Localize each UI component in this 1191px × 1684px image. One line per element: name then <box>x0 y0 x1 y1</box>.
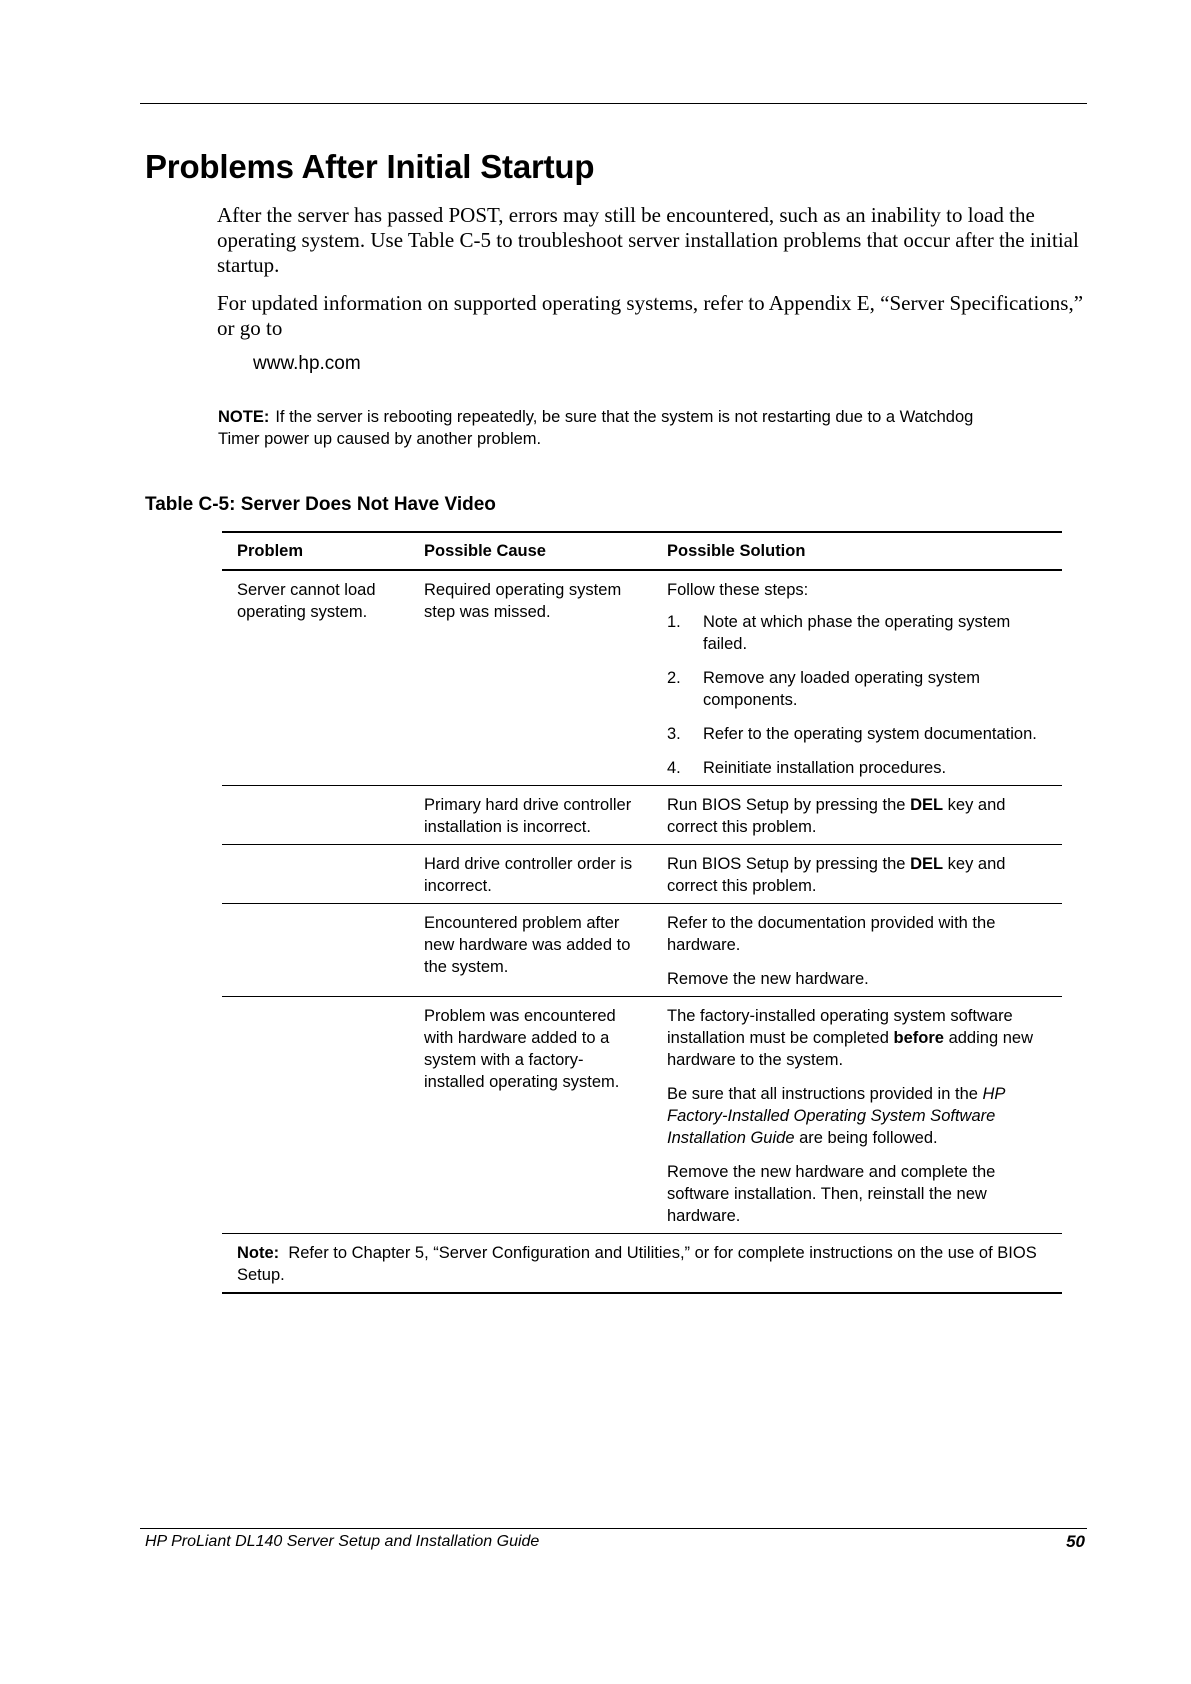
solution-text: adding new hardware to the system. <box>667 1029 1033 1069</box>
intro-paragraph-2: For updated information on supported operating systems, refer to Appendix E, “Server Specifications,” or go to <box>217 291 1084 340</box>
page-number: 50 <box>1066 1532 1085 1551</box>
intro-paragraph-1: After the server has passed POST, errors may still be encountered, such as an inability to load the operating system. Use Table C-5 to troubleshoot server installation problems that occur after the initial startup. <box>217 203 1079 277</box>
emphasis-before: before <box>893 1029 944 1047</box>
problem-cell <box>222 845 409 904</box>
cause-cell: Hard drive controller order is incorrect. <box>409 845 652 904</box>
step-text: Remove any loaded operating system components. <box>703 669 980 709</box>
problem-cell: Server cannot load operating system. <box>222 570 409 786</box>
troubleshooting-table <box>222 531 1062 1294</box>
step-text: Reinitiate installation procedures. <box>703 759 947 777</box>
problem-cell <box>222 904 409 997</box>
cause-cell: Required operating system step was missed. <box>409 570 652 786</box>
step-number: 1. <box>667 613 681 631</box>
solution-cell <box>652 904 1062 997</box>
table-caption: Table C-5: Server Does Not Have Video <box>145 494 496 515</box>
hp-url-link[interactable]: www.hp.com <box>253 353 361 374</box>
step-number: 2. <box>667 669 681 687</box>
del-key: DEL <box>910 855 944 873</box>
page-title: Problems After Initial Startup <box>145 148 595 185</box>
solution-cell <box>652 845 1062 904</box>
solution-text: Run BIOS Setup by pressing the <box>667 796 906 814</box>
note-label: NOTE: <box>218 408 270 426</box>
table-footnote <box>222 1234 1062 1294</box>
del-key: DEL <box>910 796 944 814</box>
solution-cell <box>652 997 1062 1234</box>
solution-text: Run BIOS Setup by pressing the <box>667 855 906 873</box>
solution-cell <box>652 786 1062 845</box>
solution-text: The factory-installed operating system software installation must be completed <box>667 1007 1013 1047</box>
table-row <box>222 904 1062 997</box>
footnote-text: Refer to Chapter 5, “Server Configuration and Utilities,” or for complete instructions on the use of BIOS Setup. <box>237 1244 1037 1284</box>
solution-text: key and correct this problem. <box>667 855 1006 895</box>
problem-cell <box>222 997 409 1234</box>
table-row <box>222 997 1062 1234</box>
table-header-row <box>222 532 1062 570</box>
cause-cell: Primary hard drive controller installation is incorrect. <box>409 786 652 845</box>
note-text: If the server is rebooting repeatedly, be sure that the system is not restarting due to a Watchdog Timer power up caused by another problem. <box>218 408 974 448</box>
step-number: 3. <box>667 725 681 743</box>
solution-steps <box>667 611 1047 779</box>
step-item <box>667 757 1047 779</box>
solution-paragraph <box>667 1005 1047 1071</box>
table-row <box>222 786 1062 845</box>
cause-cell: Encountered problem after new hardware was added to the system. <box>409 904 652 997</box>
solution-paragraph: Refer to the documentation provided with the hardware. <box>667 914 996 954</box>
solution-text: key and correct this problem. <box>667 796 1006 836</box>
solution-paragraph: Remove the new hardware and complete the software installation. Then, reinstall the new hardware. <box>667 1163 996 1225</box>
table-row <box>222 570 1062 786</box>
header-possible-cause: Possible Cause <box>409 532 652 570</box>
footer-rule <box>140 1528 1087 1529</box>
header-possible-solution: Possible Solution <box>652 532 1062 570</box>
problem-cell <box>222 786 409 845</box>
step-text: Refer to the operating system documentation. <box>703 725 1037 743</box>
step-number: 4. <box>667 759 681 777</box>
note <box>218 406 1018 450</box>
header-rule <box>140 103 1087 104</box>
table-footnote-row <box>222 1234 1062 1294</box>
step-item <box>667 611 1047 655</box>
solution-text: are being followed. <box>799 1129 938 1147</box>
solution-paragraph <box>667 1083 1047 1149</box>
header-problem: Problem <box>222 532 409 570</box>
footer-guide-title: HP ProLiant DL140 Server Setup and Installation Guide <box>145 1533 540 1550</box>
solution-paragraph: Remove the new hardware. <box>667 970 869 988</box>
footnote-label: Note: <box>237 1244 280 1262</box>
guide-title-reference: HP Factory-Installed Operating System Software Installation Guide <box>667 1085 1005 1147</box>
step-item <box>667 723 1047 745</box>
table-row <box>222 845 1062 904</box>
solution-cell <box>652 570 1062 786</box>
solution-intro: Follow these steps: <box>667 581 809 599</box>
step-item <box>667 667 1047 711</box>
cause-cell: Problem was encountered with hardware added to a system with a factory-installed operating system. <box>409 997 652 1234</box>
solution-text: Be sure that all instructions provided in the <box>667 1085 978 1103</box>
step-text: Note at which phase the operating system failed. <box>703 613 1011 653</box>
